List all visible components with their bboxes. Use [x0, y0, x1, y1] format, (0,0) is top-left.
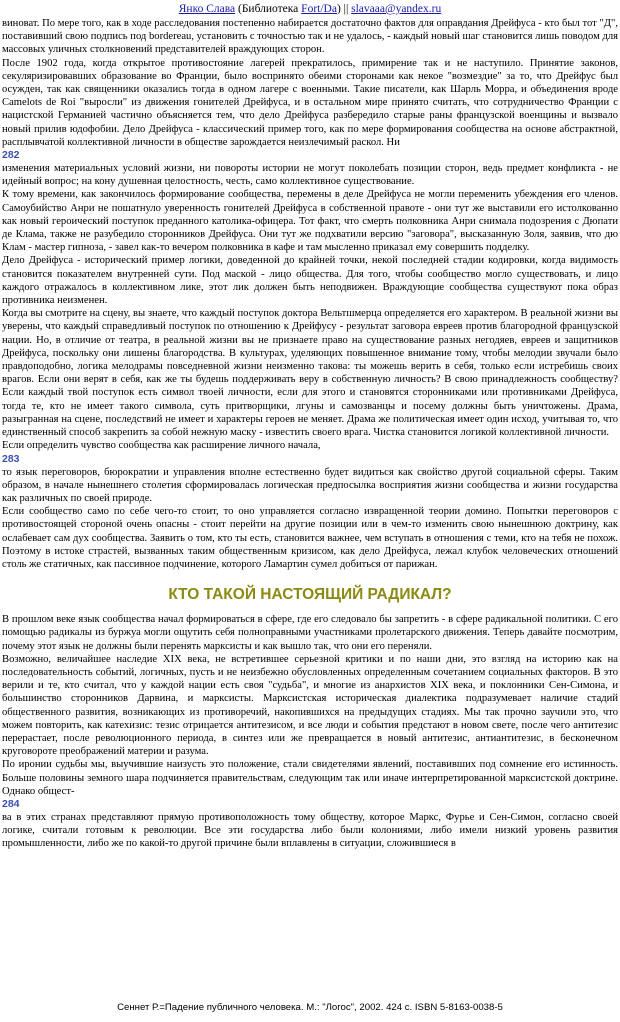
library-label-open: (Библиотека — [235, 3, 302, 15]
page-footer: Сеннет Р.=Падение публичного человека. М.: "Логос", 2002. 424 с. ISBN 5-8163-0038-5 — [117, 1002, 503, 1013]
paragraph: виноват. По мере того, как в ходе расследования постепенно набирается достаточно фактов для оправдания Дрейфуса - кто был тот "Д", поставивший свою подпись под bordereau, установить с точностью так и не удалось, - каждый новый шаг становится лишь поводом для массовых уличных столкновений представителей враждующих сторон. — [2, 18, 618, 56]
page-header — [0, 2, 620, 16]
paragraph: Возможно, величайшее наследие XIX века, не встретившее серьезной критики и по наши дни, это взгляд на историю как на последовательность событий, логичных, пусть и не неизбежно обусловленных определенным сочетанием социальных факторов. В это верили и те, кто считал, что у каждой нации есть своя "судьба", и многие из анархистов XIX века, и поклонники Сен-Симона, и большинство сторонников Дарвина, и марксисты. Марксистская историческая диалектика подразумевает наличие стадий общественного развития, возникающих из противоречий, накопившихся на предыдущих стадиях. Мы так прочно заучили это, что можем повторить, как катехизис: тезис отрицается антитезисом, и все люди и события предстают в новом свете, после чего антитезис перерастает, после революционного периода, в синтез или же превращается в новый антитезис, антиантитезис, в бесконечном круговороте преображений материи и разума. — [2, 653, 618, 758]
paragraph: По иронии судьбы мы, выучившие наизусть это положение, стали свидетелями явлений, поставивших под сомнение его истинность. Больше половины земного шара подчиняется правительствам, следующим так или иначе интерпретированной марксистской доктрине. Однако общест- — [2, 759, 618, 797]
paragraph: Если определить чувство сообщества как расширение личного начала, — [2, 440, 321, 452]
author-link[interactable]: Янко Слава — [178, 3, 236, 15]
paragraph: К тому времени, как закончилось формирование сообщества, перемены в деле Дрейфуса не могли переменить убеждения его членов. Самоубийство Анри не пошатнуло уверенность гонителей Дрейфуса в собственной правоте - они тут же выставили его истолкованно как новый героический поступок преданного католика-офицера. Тот факт, что смерть полковника Анри снимала подозрения с Дюпати де Клама, также не разубедило сторонников Дрейфуса. Они тут же подхватили версию "заговора", высказанную Золя, заявив, что дю Клам - мастер гипноза, - завел как-то вечером полковника в кафе и там мысленно приказал ему совершить подделку. — [2, 189, 618, 254]
paragraph: В прошлом веке язык сообщества начал формироваться в сфере, где его следовало бы запретить - в сфере радикальной политики. С его помощью радикалы из буржуа могли ощутить себя полноправными участниками пролетарского движения. Теперь давайте посмотрим, почему этот язык не должны были перенять марксисты и как вышло так, что они его переняли. — [2, 614, 618, 652]
library-label-close: ) || — [336, 3, 352, 15]
paragraph: Когда вы смотрите на сцену, вы знаете, что каждый поступок доктора Вельтшмерца определяется его характером. В реальной жизни вы уверены, что каждый справедливый поступок по отношению к Дрейфусу - результат заговора евреев против благородной французской нации. Но, в отличие от театра, в реальной жизни вы не признаете право на существование разных негодяев, евреев и защитников Дрейфуса, поскольку они лишены благородства. В культурах, уделяющих повышенное внимание тому, чтобы мелодии звучали было правдоподобно, логика мелодрамы повседневной жизни неизменно такова: ты можешь верить в себя, только если истребишь своих врагов. Если они верят в себя, как же ты будешь поддерживать веру в собственную личность? В свою принадлежность сообществу? Если каждый твой поступок есть символ твоей личности, если для этого и становятся сторонниками или противниками Дрейфуса, тогда те, кто не имеет такого символа, суть притворщики, лгуны и самозванцы и посему должны быть уничтожены. Драма, разыгранная на сцене, последствий не имеет и характеры героев не меняет. Драма же политическая имеет один исход, учитывая то, что единственный способ закрепить за собой нежную маску - известить своего врага. Чистка становится логикой коллективной личности. — [2, 308, 618, 439]
section-heading: КТО ТАКОЙ НАСТОЯЩИЙ РАДИКАЛ? — [168, 586, 452, 604]
email-link[interactable]: slavaaa@yandex.ru — [351, 3, 442, 15]
paragraph: После 1902 года, когда открытое противостояние лагерей прекратилось, примирение так и не наступило. Принятие законов, секуляризировавших образование во Франции, было воспринято обеими сторонами как некое "возмездие" за то, что Дрейфус был осужден, так как священники оказались тогда в одном лагере с военными. Такие писатели, как Шарль Морра, и объединения вроде Camelots de Roi "выросли" из движения гонителей Дрейфуса, и в остальном мире принято считать, что сотрудничество Франции с нацистской Германией частично объясняется тем, что дело Дрейфуса разбередило старые раны французской военщины и вызвало новый прилив юдофобии. Дело Дрейфуса - классический пример того, как по мере формирования сообщества на основе абстрактной, расплывчатой коллективной личности в обществе зарождается неизлечимый раскол. Ни — [2, 57, 618, 148]
paragraph: то язык переговоров, бюрократии и управления вполне естественно будет видиться как свойство другой социальной сферы. Таким образом, в начале нынешнего столетия сформировалась логическая предпосылка восприятия жизни сообщества и жизни государства как различных по своей природе. — [2, 466, 618, 504]
page-number: 284 — [2, 797, 20, 810]
library-link[interactable]: Fort/Da — [301, 3, 337, 15]
paragraph: изменения материальных условий жизни, ни повороты истории не могут поколебать позиции сторон, ведь предмет конфликта - не идейный вопрос; на кону душевная целостность, честь, само коллективное существование. — [2, 163, 618, 188]
document-body — [2, 17, 618, 851]
paragraph: Если сообщество само по себе чего-то стоит, то оно управляется согласно извращенной теории домино. Попытки переговоров с противостоящей стороной очень опасны - стоит перейти на другие позиции или в чем-то изменить свою нынешнюю доктрину, как ослабевает сам дух сообщества. Заявить о том, кто ты есть, становится важнее, чем вступать в отношения с теми, кто на тебя не похож. Поэтому в истоке страстей, вызванных таким общественным кризисом, как дело Дрейфуса, лежал клубок человеческих отношений столь же статичных, как пассивное подчинение, которого Ламартин сумел добиться от парижан. — [2, 506, 618, 570]
paragraph: Дело Дрейфуса - исторический пример логики, доведенной до крайней точки, некой последней стадии кодировки, когда видимость становится показателем внутренней сути. Под маской - лицо общества. Для того, чтобы сообщество могло существовать, и лицо каждого отражалось в коллективном лике, этот лик должен быть неподвижен. Враждующие сообщества существуют пока образ противника неизменен. — [2, 255, 618, 307]
page-number: 282 — [2, 149, 20, 162]
paragraph: ва в этих странах представляют прямую противоположность тому обществу, которое Маркс, Фурье и Сен-Симон, согласно своей логике, считали готовым к революции. Все эти государства либо были колониями, либо имели низкий уровень развития промышленности, либо же по какой-то другой причине были вплавлены в ситуации, сложившиеся в — [2, 811, 618, 850]
page-number: 283 — [2, 452, 20, 465]
